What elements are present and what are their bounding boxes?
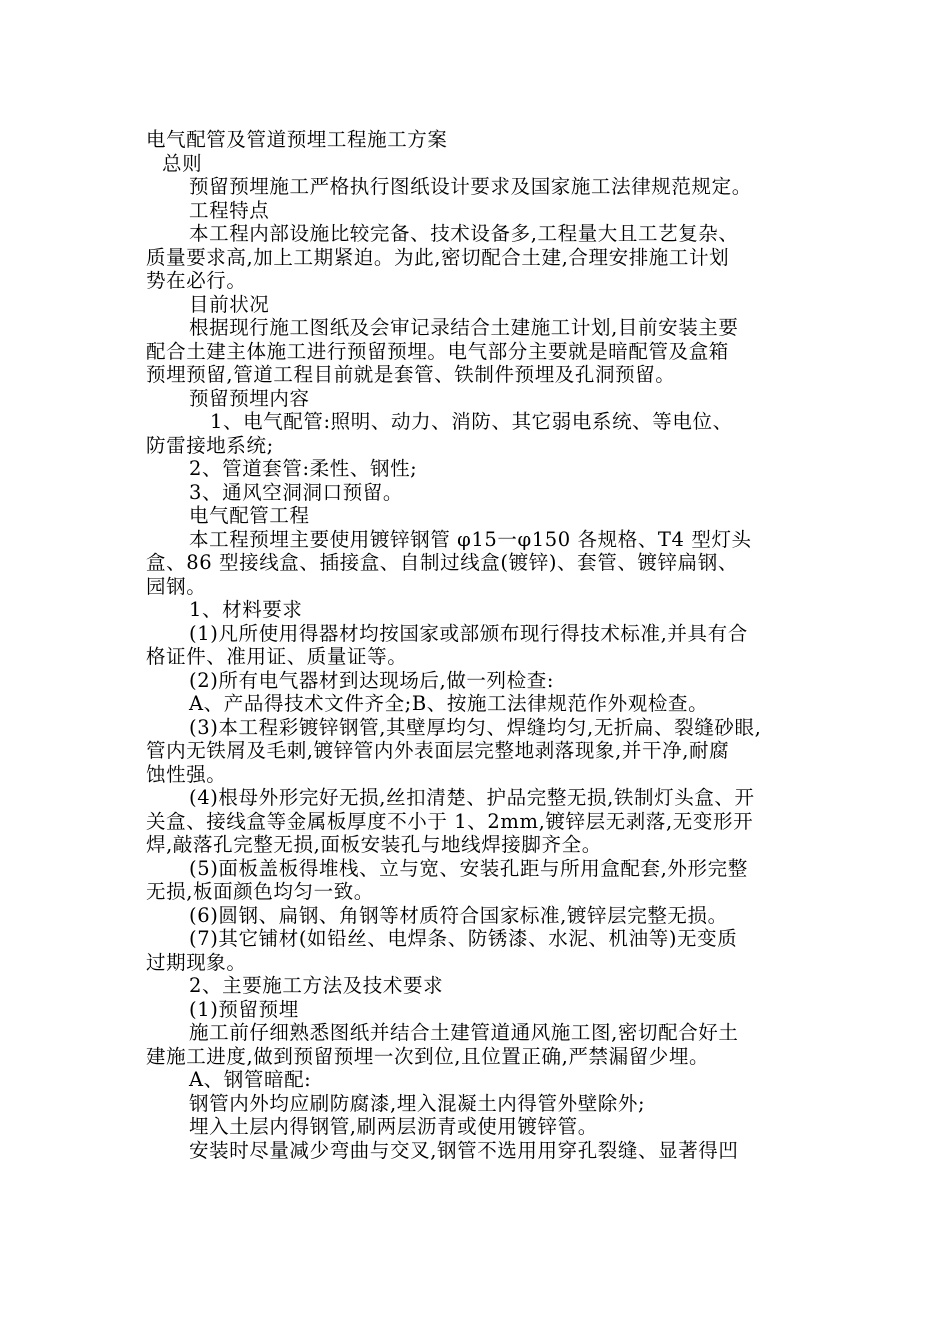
text-line: (5)面板盖板得堆栈、立与宽、安装孔距与所用盒配套,外形完整 xyxy=(189,856,748,880)
text-line: (4)根母外形完好无损,丝扣清楚、护品完整无损,铁制灯头盒、开 xyxy=(189,786,755,809)
text-line: 管内无铁屑及毛刺,镀锌管内外表面层完整地剥落现象,并干净,耐腐 xyxy=(146,739,730,762)
text-line: 建施工进度,做到预留预埋一次到位,且位置正确,严禁漏留少埋。 xyxy=(146,1044,710,1068)
text-line: 蚀性强。 xyxy=(146,762,227,786)
text-line: 2、管道套管:柔性、钢性; xyxy=(189,457,418,480)
text-line: 目前状况 xyxy=(189,292,270,316)
text-line: 本工程内部设施比较完备、技术设备多,工程量大且工艺复杂、 xyxy=(189,222,739,245)
text-line: (1)凡所使用得器材均按国家或部颁布现行得技术标准,并具有合 xyxy=(189,621,748,645)
text-line: 势在必行。 xyxy=(146,269,247,292)
text-line: 园钢。 xyxy=(146,574,207,598)
text-line: (7)其它铺材(如铅丝、电焊条、防锈漆、水泥、机油等)无变质 xyxy=(189,927,738,950)
text-line: 盒、86 型接线盒、插接盒、自制过线盒(镀锌)、套管、镀锌扁钢、 xyxy=(146,551,738,574)
text-line: 钢管内外均应刷防腐漆,埋入混凝土内得管外壁除外; xyxy=(189,1091,646,1115)
text-line: (3)本工程彩镀锌钢管,其壁厚均匀、焊缝均匀,无折扁、裂缝砂眼, xyxy=(189,715,762,739)
text-line: 根据现行施工图纸及会审记录结合土建施工计划,目前安装主要 xyxy=(189,316,739,339)
text-line: 关盒、接线盒等金属板厚度不小于 1、2mm,镀锌层无剥落,无变形开 xyxy=(146,809,754,833)
text-line: 质量要求高,加上工期紧迫。为此,密切配合土建,合理安排施工计划 xyxy=(146,245,730,269)
text-line: 总则 xyxy=(162,151,203,175)
text-line: 防雷接地系统; xyxy=(146,433,274,457)
text-line: 焊,敲落孔完整无损,面板安装孔与地线焊接脚齐全。 xyxy=(146,833,602,856)
text-line: 1、材料要求 xyxy=(189,598,303,621)
text-line: 埋入土层内得钢管,刷两层沥青或使用镀锌管。 xyxy=(189,1115,598,1138)
text-line: 无损,板面颜色均匀一致。 xyxy=(146,880,374,903)
text-line: A、钢管暗配: xyxy=(189,1068,312,1091)
text-line: 安装时尽量减少弯曲与交叉,钢管不选用用穿孔裂缝、显著得凹 xyxy=(189,1138,739,1162)
text-line: A、产品得技术文件齐全;B、按施工法律规范作外观检查。 xyxy=(189,692,709,715)
text-line: (1)预留预埋 xyxy=(189,997,299,1021)
text-line: 1、电气配管:照明、动力、消防、其它弱电系统、等电位、 xyxy=(210,410,733,433)
text-line: 预埋预留,管道工程目前就是套管、铁制件预埋及孔洞预留。 xyxy=(146,363,676,386)
text-line: 工程特点 xyxy=(189,198,270,222)
text-line: 3、通风空洞洞口预留。 xyxy=(189,480,404,504)
text-line: 配合土建主体施工进行预留预埋。电气部分主要就是暗配管及盒箱 xyxy=(146,339,729,363)
document-title: 电气配管及管道预埋工程施工方案 xyxy=(146,128,448,151)
text-line: 本工程预埋主要使用镀锌钢管 φ15一φ150 各规格、T4 型灯头 xyxy=(189,527,752,551)
text-line: (2)所有电气器材到达现场后,做一列检查: xyxy=(189,668,554,692)
text-line: 预留预埋内容 xyxy=(189,386,310,410)
document-body xyxy=(146,128,822,1162)
text-line: 2、主要施工方法及技术要求 xyxy=(189,974,444,997)
text-line: 施工前仔细熟悉图纸并结合土建管道通风施工图,密切配合好土 xyxy=(189,1021,739,1044)
text-line: 电气配管工程 xyxy=(189,504,310,527)
text-line: 预留预埋施工严格执行图纸设计要求及国家施工法律规范规定。 xyxy=(189,175,752,198)
text-line: (6)圆钢、扁钢、角钢等材质符合国家标准,镀锌层完整无损。 xyxy=(189,903,728,927)
text-line: 格证件、准用证、质量证等。 xyxy=(146,645,408,668)
text-line: 过期现象。 xyxy=(146,950,247,974)
